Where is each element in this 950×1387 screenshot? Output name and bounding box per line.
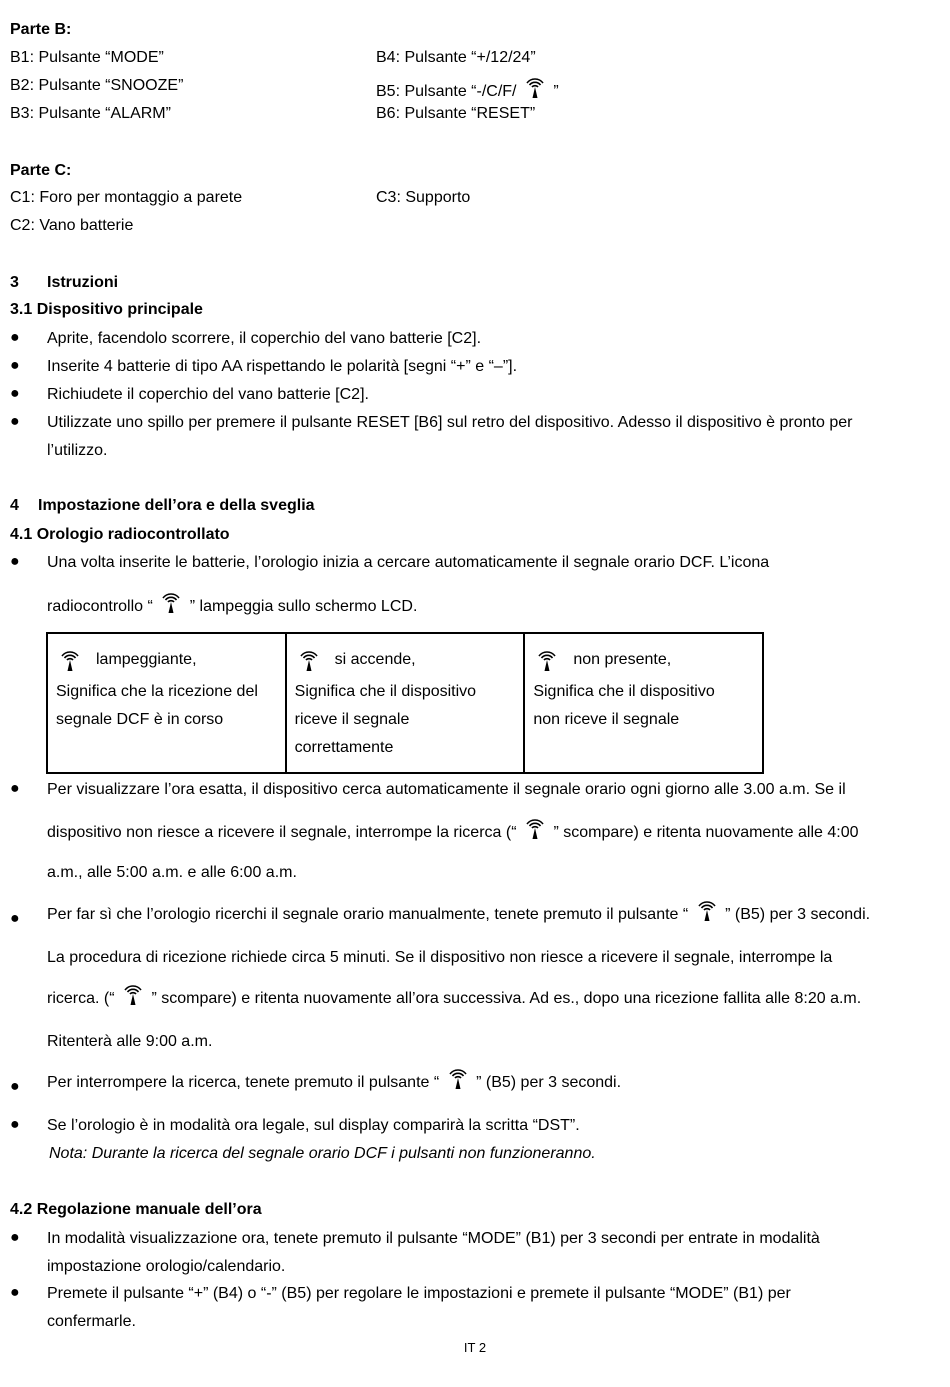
signal-status-cell bbox=[286, 633, 525, 773]
instruction-text: Aprite, facendolo scorrere, il coperchio del vano batterie [C2]. bbox=[47, 330, 482, 347]
radio-signal-icon bbox=[447, 1066, 469, 1090]
signal-status-desc: riceve il segnale bbox=[294, 711, 410, 728]
section-4-number: 4 bbox=[10, 497, 19, 514]
paragraph-text: dispositivo non riesce a ricevere il segnale, interrompe la ricerca (“ ” scompare) e ritenta nuovamente alle 4:00 bbox=[47, 816, 859, 842]
signal-status-table bbox=[46, 632, 764, 774]
signal-status-desc: Significa che il dispositivo bbox=[533, 683, 715, 700]
parte-c-heading: Parte C: bbox=[10, 162, 72, 179]
paragraph-text: ricerca. (“ ” scompare) e ritenta nuovamente all’ora successiva. Ad es., dopo una ricezione fallita alle 8:20 a.m. bbox=[47, 982, 861, 1008]
radio-signal-icon bbox=[298, 648, 320, 672]
part-b1: B1: Pulsante “MODE” bbox=[10, 49, 164, 66]
bullet-dot: ● bbox=[10, 1229, 20, 1246]
part-b6: B6: Pulsante “RESET” bbox=[376, 105, 536, 122]
part-b4: B4: Pulsante “+/12/24” bbox=[376, 49, 536, 66]
paragraph-text: Premete il pulsante “+” (B4) o “-” (B5) per regolare le impostazioni e premete il pulsante “MODE” (B1) per bbox=[47, 1285, 791, 1302]
signal-status-cell bbox=[524, 633, 763, 773]
signal-status-label: lampeggiante, bbox=[96, 651, 197, 668]
part-c1: C1: Foro per montaggio a parete bbox=[10, 189, 243, 206]
radio-signal-icon bbox=[160, 590, 182, 614]
paragraph-text: Per visualizzare l’ora esatta, il dispositivo cerca automaticamente il segnale orario ogni giorno alle 3.00 a.m. Se il bbox=[47, 781, 846, 798]
section-3-number: 3 bbox=[10, 274, 19, 291]
paragraph-text: confermarle. bbox=[47, 1313, 136, 1330]
part-b2: B2: Pulsante “SNOOZE” bbox=[10, 77, 184, 94]
instruction-text: Utilizzate uno spillo per premere il pulsante RESET [B6] sul retro del dispositivo. Adesso il dispositivo è pronto per bbox=[47, 414, 853, 431]
section-4-heading: Impostazione dell’ora e della sveglia bbox=[38, 497, 315, 514]
instruction-text: Richiudete il coperchio del vano batterie [C2]. bbox=[47, 386, 369, 403]
note-text: Nota: Durante la ricerca del segnale orario DCF i pulsanti non funzioneranno. bbox=[49, 1145, 596, 1162]
bullet-dot: ● bbox=[10, 385, 20, 402]
instruction-text: Inserite 4 batterie di tipo AA rispettando le polarità [segni “+” e “–”]. bbox=[47, 358, 518, 375]
bullet-dot: ● bbox=[10, 1284, 20, 1301]
part-c3: C3: Supporto bbox=[376, 189, 471, 206]
bullet-dot: ● bbox=[10, 329, 20, 346]
radio-signal-icon bbox=[122, 982, 144, 1006]
parte-b-heading: Parte B: bbox=[10, 21, 72, 38]
signal-status-label: non presente, bbox=[573, 651, 672, 668]
paragraph-text: Una volta inserite le batterie, l’orologio inizia a cercare automaticamente il segnale orario DCF. L’icona bbox=[47, 554, 770, 571]
radio-signal-icon bbox=[524, 816, 546, 840]
paragraph-text: Se l’orologio è in modalità ora legale, sul display comparirà la scritta “DST”. bbox=[47, 1117, 580, 1134]
paragraph-text: impostazione orologio/calendario. bbox=[47, 1258, 286, 1275]
radio-signal-icon bbox=[59, 648, 81, 672]
signal-status-desc: non riceve il segnale bbox=[533, 711, 680, 728]
radio-signal-icon bbox=[536, 648, 558, 672]
bullet-dot: ● bbox=[10, 1078, 20, 1095]
bullet-dot: ● bbox=[10, 357, 20, 374]
signal-status-desc: Significa che il dispositivo bbox=[294, 683, 477, 700]
signal-status-label: si accende, bbox=[334, 651, 416, 668]
paragraph-text: La procedura di ricezione richiede circa 5 minuti. Se il dispositivo non riesce a ricevere il segnale, interrompe la bbox=[47, 949, 833, 966]
bullet-dot: ● bbox=[10, 1116, 20, 1133]
instruction-text: l’utilizzo. bbox=[47, 442, 108, 459]
paragraph-text: Ritenterà alle 9:00 a.m. bbox=[47, 1033, 213, 1050]
section-3-1-heading: 3.1 Dispositivo principale bbox=[10, 301, 203, 318]
paragraph-text: Per interrompere la ricerca, tenete premuto il pulsante “ ” (B5) per 3 secondi. bbox=[47, 1066, 621, 1092]
section-4-1-heading: 4.1 Orologio radiocontrollato bbox=[10, 526, 230, 543]
bullet-dot: ● bbox=[10, 780, 20, 797]
part-c2: C2: Vano batterie bbox=[10, 217, 134, 234]
paragraph-text: a.m., alle 5:00 a.m. e alle 6:00 a.m. bbox=[47, 864, 297, 881]
bullet-dot: ● bbox=[10, 413, 20, 430]
section-4-2-heading: 4.2 Regolazione manuale dell’ora bbox=[10, 1201, 262, 1218]
page-number: IT 2 bbox=[463, 1340, 487, 1355]
section-3-heading: Istruzioni bbox=[47, 274, 119, 291]
signal-status-cell bbox=[47, 633, 286, 773]
bullet-dot: ● bbox=[10, 910, 20, 927]
paragraph-text: In modalità visualizzazione ora, tenete premuto il pulsante “MODE” (B1) per 3 secondi per entrate in modalità bbox=[47, 1230, 820, 1247]
bullet-dot: ● bbox=[10, 553, 20, 570]
signal-status-desc: correttamente bbox=[294, 739, 394, 756]
part-b3: B3: Pulsante “ALARM” bbox=[10, 105, 171, 122]
radio-signal-icon bbox=[524, 75, 546, 99]
paragraph-text: radiocontrollo “ ” lampeggia sullo schermo LCD. bbox=[47, 590, 417, 616]
paragraph-text: Per far sì che l’orologio ricerchi il segnale orario manualmente, tenete premuto il pulsante “ ” (B5) per 3 secondi. bbox=[47, 898, 870, 924]
part-b5: B5: Pulsante “-/C/F/ ” bbox=[376, 75, 559, 101]
signal-status-desc: Significa che la ricezione del bbox=[56, 683, 258, 700]
radio-signal-icon bbox=[696, 898, 718, 922]
signal-status-desc: segnale DCF è in corso bbox=[56, 711, 224, 728]
